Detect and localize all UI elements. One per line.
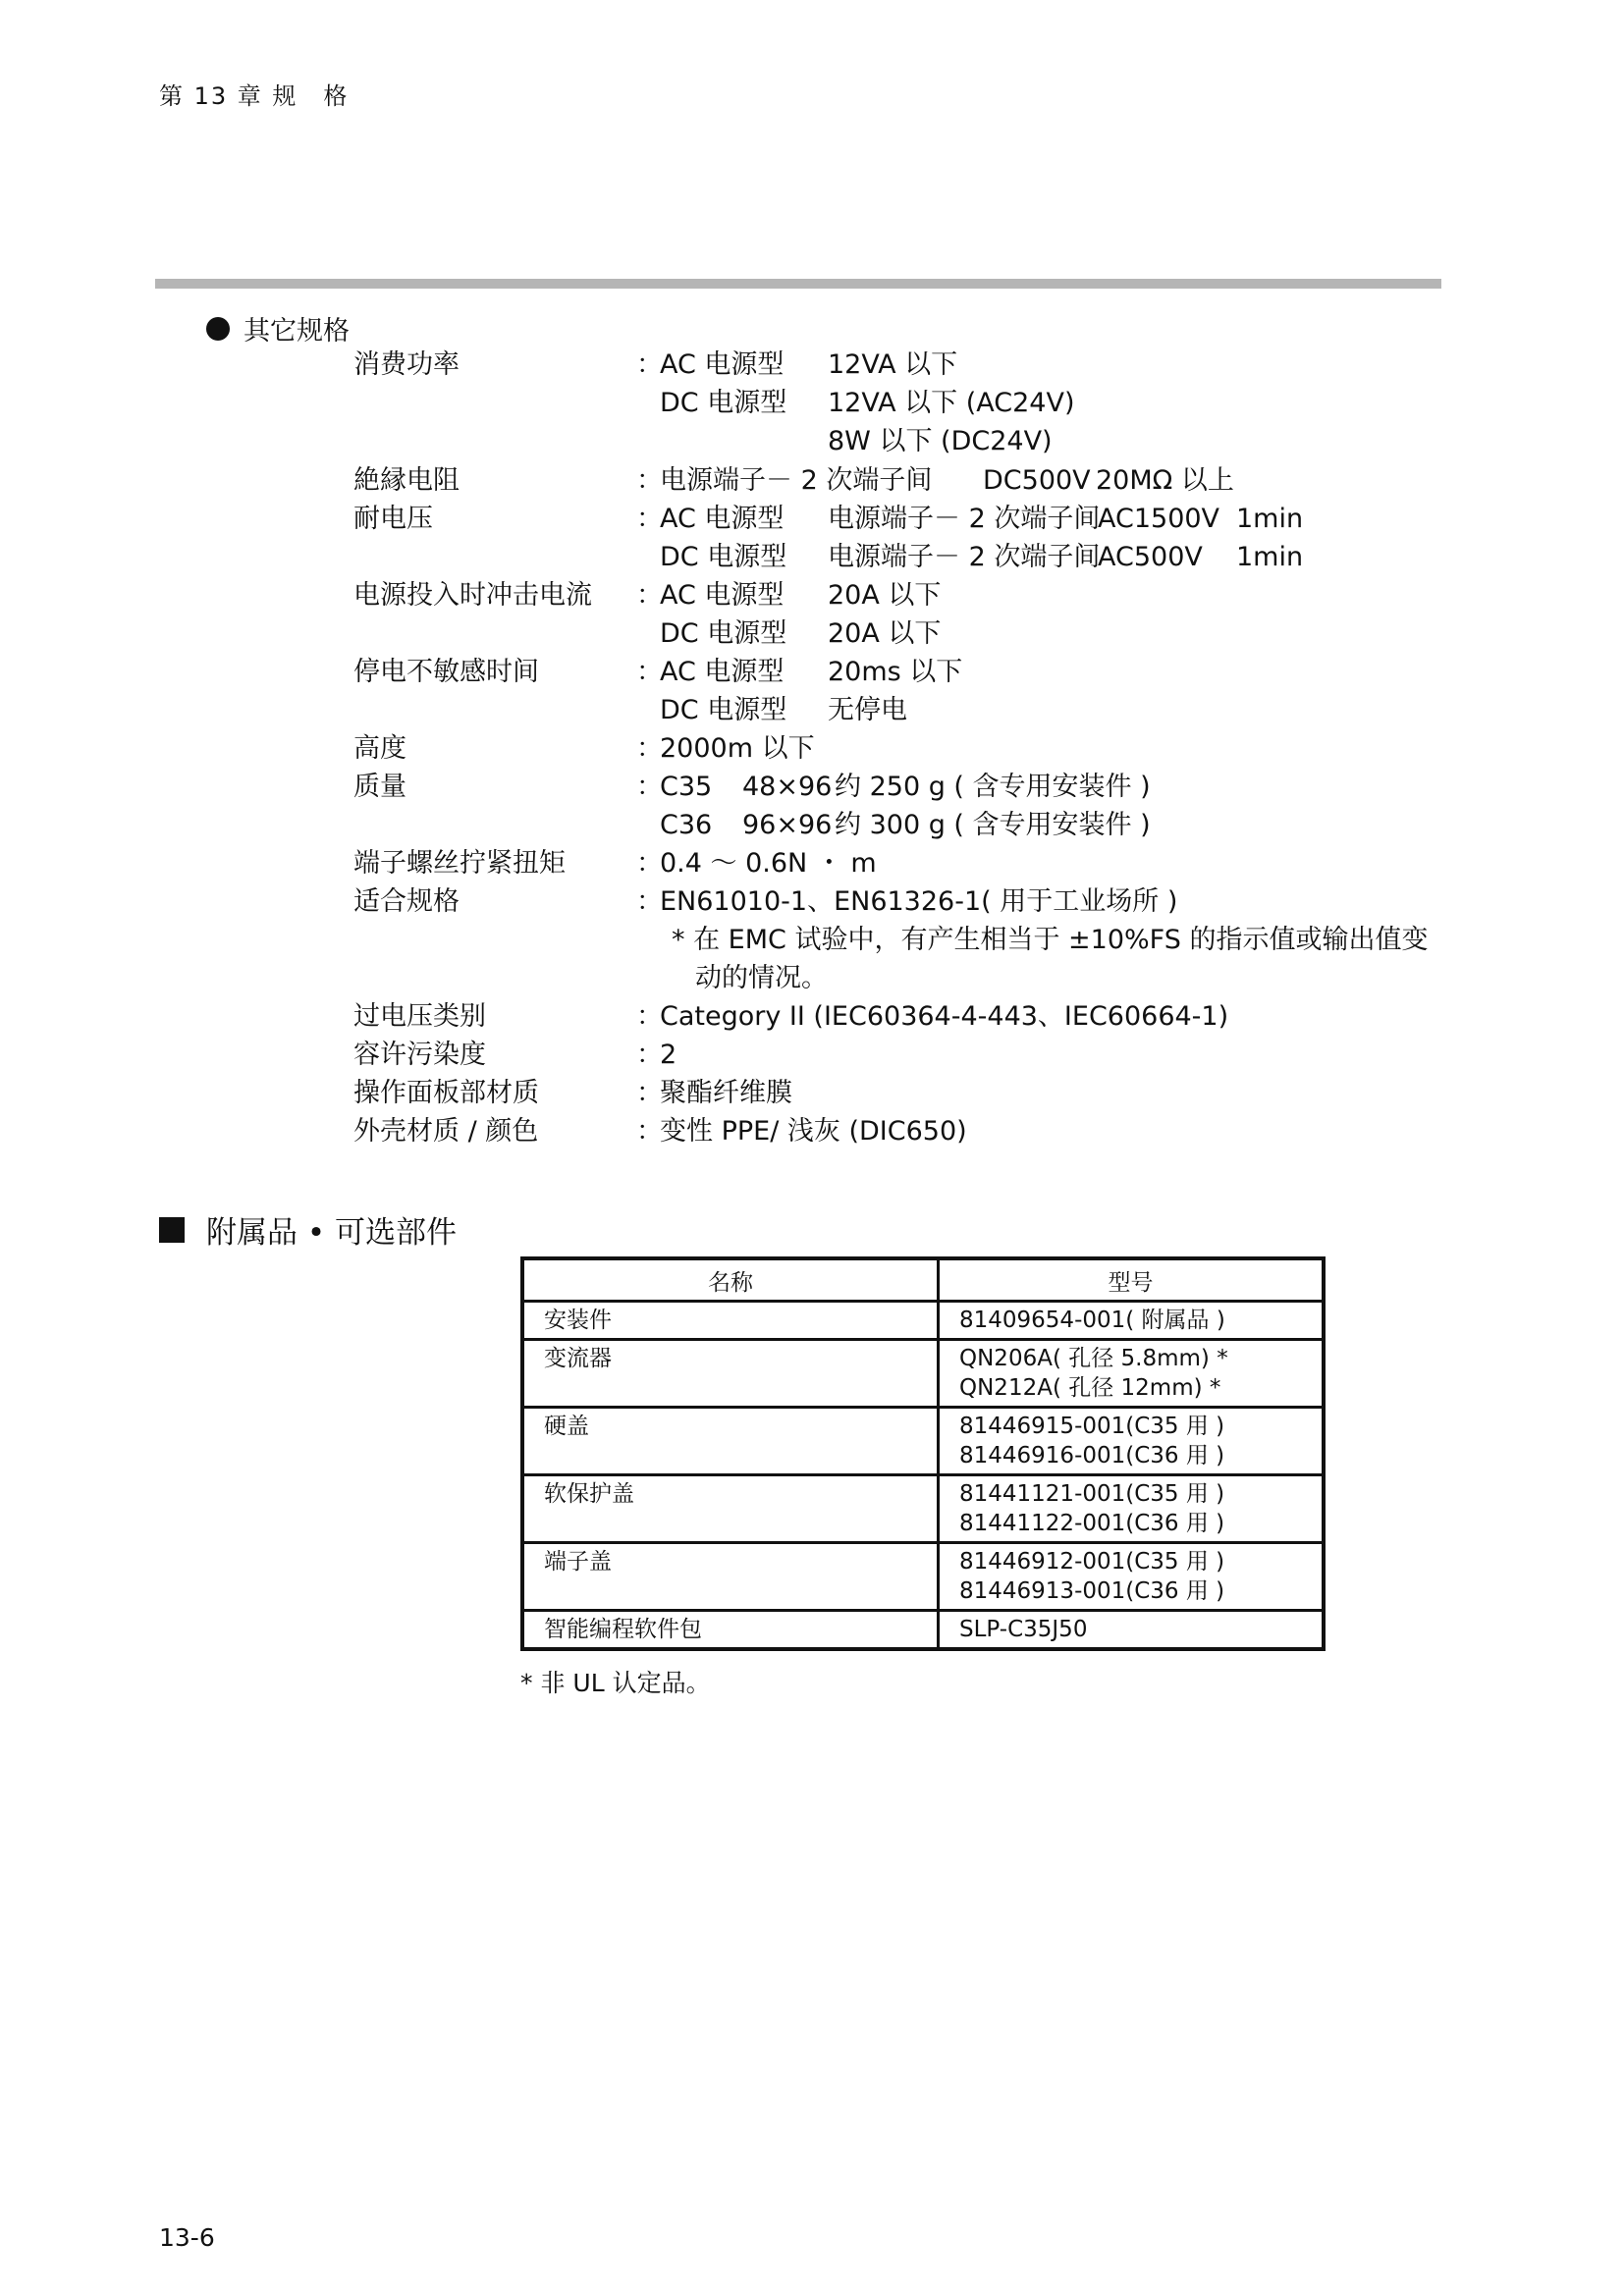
spec-label: 过电压类别 <box>353 1001 486 1032</box>
spec-value-cell: AC 电源型 <box>660 504 785 534</box>
colon-separator: ： <box>636 1001 663 1032</box>
accessory-model: 81446913-001(C36 用 ) <box>959 1578 1225 1604</box>
colon-separator: ： <box>636 1116 663 1147</box>
spec-value-cell: DC 电源型 <box>660 542 787 572</box>
spec-value-cell: DC500V <box>983 465 1091 496</box>
accessory-model: 81446912-001(C35 用 ) <box>959 1549 1225 1575</box>
column-header-name: 名称 <box>522 1258 939 1302</box>
chapter-header: 第 13 章 规 格 <box>159 82 350 110</box>
colon-separator: ： <box>636 733 663 764</box>
section-divider <box>155 279 1441 289</box>
accessory-model: QN212A( 孔径 12mm) * <box>959 1375 1221 1401</box>
bullet-circle-icon <box>206 317 230 341</box>
spec-value-cell: EN61010-1、EN61326-1( 用于工业场所 ) <box>660 886 1178 917</box>
spec-value-cell: 96×96 <box>742 810 833 840</box>
spec-label: 絶縁电阻 <box>353 465 460 496</box>
section-title-text: 附属品 • 可选部件 <box>206 1215 457 1251</box>
spec-value-cell: Category II (IEC60364-4-443、IEC60664-1) <box>660 1001 1229 1032</box>
accessory-name: 硬盖 <box>522 1408 939 1475</box>
spec-value-cell: AC500V <box>1098 542 1203 572</box>
accessory-name: 软保护盖 <box>522 1475 939 1543</box>
accessory-name: 端子盖 <box>522 1543 939 1611</box>
accessory-name: 变流器 <box>522 1340 939 1408</box>
table-row <box>522 1340 1324 1408</box>
table-header-row <box>522 1258 1324 1302</box>
table-row <box>522 1408 1324 1475</box>
spec-label: 容许污染度 <box>353 1040 486 1070</box>
spec-value-cell: AC 电源型 <box>660 349 785 380</box>
spec-value-cell: 8W 以下 (DC24V) <box>828 426 1053 456</box>
spec-value-cell: 无停电 <box>828 695 907 725</box>
accessory-models <box>939 1302 1325 1340</box>
bullet-square-icon <box>159 1217 185 1243</box>
colon-separator: ： <box>636 772 663 802</box>
spec-value-cell: 聚酯纤维膜 <box>660 1078 792 1108</box>
spec-value-cell: 12VA 以下 <box>828 349 958 380</box>
accessory-model: 81446916-001(C36 用 ) <box>959 1443 1225 1468</box>
spec-label: 高度 <box>353 733 406 764</box>
spec-label: 外壳材质 / 颜色 <box>353 1116 539 1147</box>
section-title-text: 其它规格 <box>244 316 350 347</box>
table-row <box>522 1475 1324 1543</box>
colon-separator: ： <box>636 504 663 534</box>
spec-value-cell: 约 250 g ( 含专用安装件 ) <box>835 772 1151 802</box>
spec-value-cell: 变性 PPE/ 浅灰 (DIC650) <box>660 1116 967 1147</box>
spec-value-cell: 0.4 ～ 0.6N ・ m <box>660 848 877 879</box>
column-header-model: 型号 <box>939 1258 1325 1302</box>
accessory-models <box>939 1611 1325 1650</box>
spec-value-cell: AC1500V <box>1098 504 1220 534</box>
spec-value-cell: 48×96 <box>742 772 833 802</box>
spec-value-cell: 1min <box>1236 542 1304 572</box>
colon-separator: ： <box>636 657 663 687</box>
spec-value-cell: 电源端子－ 2 次端子间 <box>828 542 1101 572</box>
colon-separator: ： <box>636 886 663 917</box>
spec-value-cell: C36 <box>660 810 713 840</box>
colon-separator: ： <box>636 465 663 496</box>
accessory-model: SLP-C35J50 <box>959 1617 1088 1642</box>
spec-label: 电源投入时冲击电流 <box>353 580 592 611</box>
accessory-model: 81441122-001(C36 用 ) <box>959 1511 1225 1536</box>
spec-value-cell: 电源端子－ 2 次端子间 <box>828 504 1101 534</box>
spec-value-cell: 20A 以下 <box>828 580 942 611</box>
spec-value-cell: * 在 EMC 试验中，有产生相当于 ±10%FS 的指示值或输出值变 <box>672 925 1429 955</box>
spec-label: 端子螺丝拧紧扭矩 <box>353 848 566 879</box>
accessory-name: 智能编程软件包 <box>522 1611 939 1650</box>
spec-value-cell: 动的情况。 <box>695 963 828 993</box>
spec-value-cell: DC 电源型 <box>660 618 787 649</box>
spec-label: 消费功率 <box>353 349 460 380</box>
spec-label: 耐电压 <box>353 504 433 534</box>
spec-label: 停电不敏感时间 <box>353 657 539 687</box>
accessory-models <box>939 1475 1325 1543</box>
accessory-model: 81409654-001( 附属品 ) <box>959 1308 1225 1333</box>
table-footnote: * 非 UL 认定品。 <box>520 1669 711 1697</box>
accessory-model: 81446915-001(C35 用 ) <box>959 1414 1225 1439</box>
spec-label: 质量 <box>353 772 406 802</box>
accessory-model: 81441121-001(C35 用 ) <box>959 1481 1225 1507</box>
spec-value-cell: 1min <box>1236 504 1304 534</box>
spec-value-cell: AC 电源型 <box>660 657 785 687</box>
spec-value-cell: 12VA 以下 (AC24V) <box>828 388 1075 418</box>
spec-value-cell: 20ms 以下 <box>828 657 963 687</box>
spec-value-cell: 20A 以下 <box>828 618 942 649</box>
spec-label: 适合规格 <box>353 886 460 917</box>
accessory-models <box>939 1340 1325 1408</box>
spec-value-cell: 20MΩ 以上 <box>1096 465 1234 496</box>
accessory-name: 安装件 <box>522 1302 939 1340</box>
spec-value-cell: DC 电源型 <box>660 695 787 725</box>
spec-value-cell: 约 300 g ( 含专用安装件 ) <box>835 810 1151 840</box>
accessory-models <box>939 1543 1325 1611</box>
spec-value-cell: AC 电源型 <box>660 580 785 611</box>
section-accessories-title <box>159 1207 457 1252</box>
colon-separator: ： <box>636 1040 663 1070</box>
section-other-specs-title <box>206 309 350 347</box>
spec-value-cell: DC 电源型 <box>660 388 787 418</box>
spec-value-cell: C35 <box>660 772 713 802</box>
spec-label: 操作面板部材质 <box>353 1078 539 1108</box>
spec-value-cell: 电源端子－ 2 次端子间 <box>660 465 933 496</box>
accessory-models <box>939 1408 1325 1475</box>
colon-separator: ： <box>636 580 663 611</box>
colon-separator: ： <box>636 848 663 879</box>
table-row <box>522 1543 1324 1611</box>
spec-value-cell: 2000m 以下 <box>660 733 815 764</box>
spec-value-cell: 2 <box>660 1040 677 1070</box>
table-row <box>522 1302 1324 1340</box>
page-number: 13-6 <box>159 2223 215 2252</box>
colon-separator: ： <box>636 1078 663 1108</box>
colon-separator: ： <box>636 349 663 380</box>
table-row <box>522 1611 1324 1650</box>
accessory-model: QN206A( 孔径 5.8mm) * <box>959 1346 1228 1371</box>
accessories-table <box>520 1256 1326 1651</box>
